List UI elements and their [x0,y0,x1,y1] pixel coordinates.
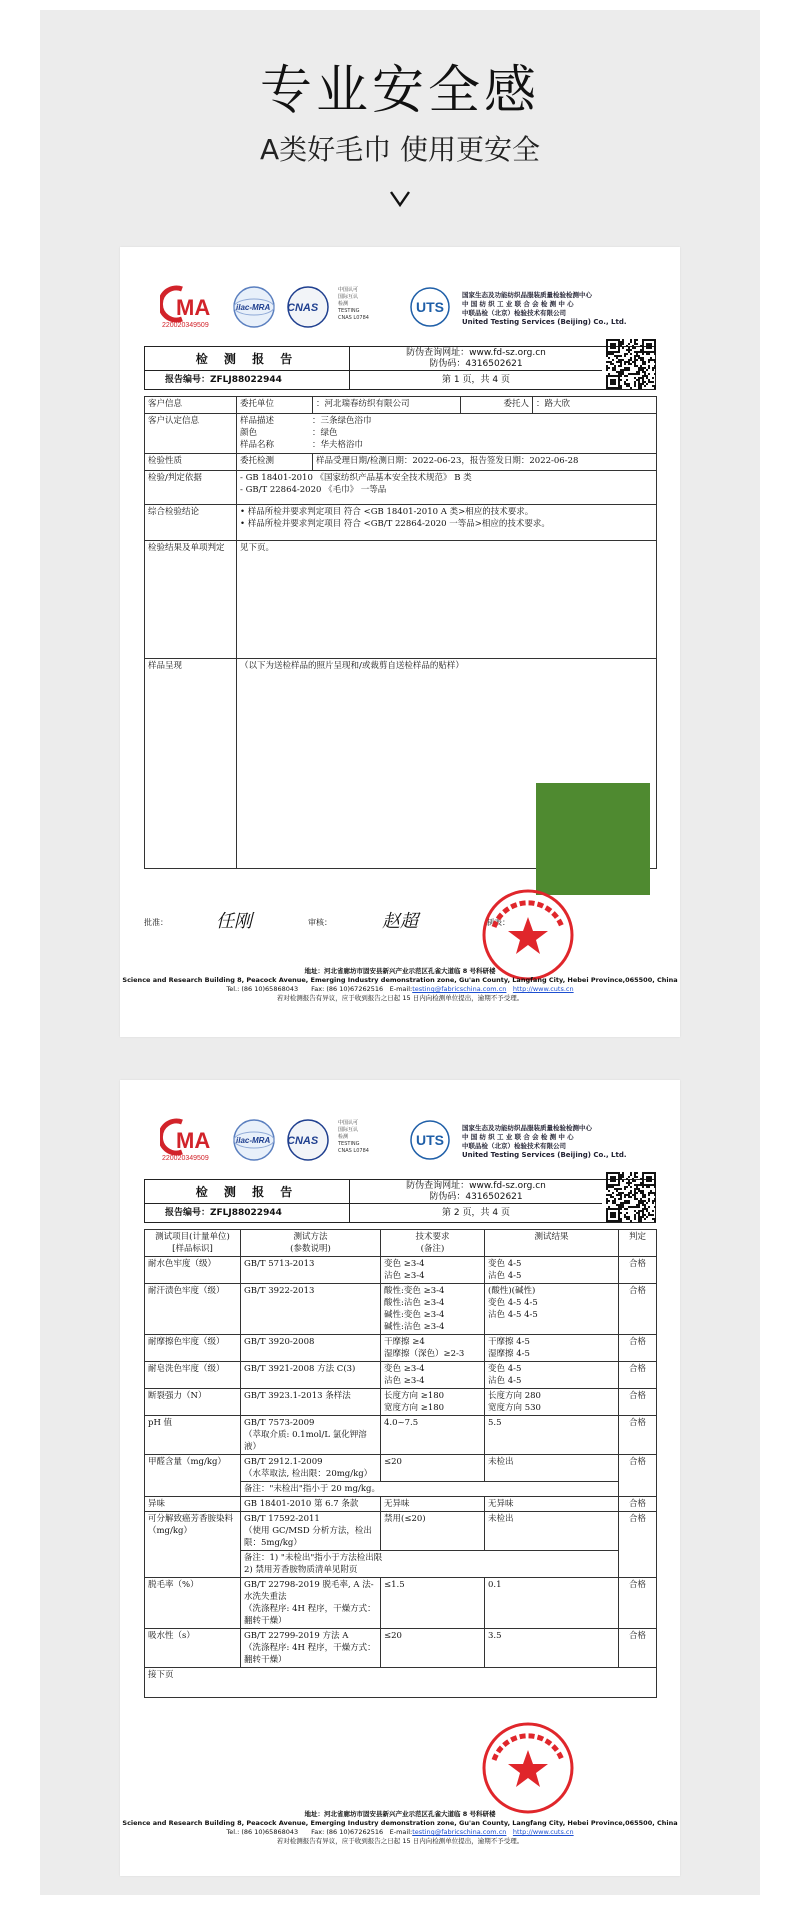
cell-item: 脱毛率（%） [145,1578,241,1629]
cell-verdict: 合格 [619,1455,657,1497]
cnas-caption: 中国认可 国际互认 检测 TESTING CNAS L0784 [338,287,369,321]
table-row [145,1389,657,1416]
report-header [144,1179,656,1223]
review-label: 审核： [308,918,332,927]
qr-code-icon [606,1172,656,1222]
cell-result: 变色 4-5 沾色 4-5 [485,1257,619,1284]
cell-method: GB/T 2912.1-2009 （水萃取法, 检出限：20mg/kg） [241,1455,381,1482]
table-row [145,1284,657,1335]
cell-result: 干摩擦 4-5 湿摩擦 4-5 [485,1335,619,1362]
cell-item: 耐水色牢度（级） [145,1257,241,1284]
svg-text:MA: MA [176,1128,211,1153]
table-row [145,1335,657,1362]
cell-method: GB/T 22799-2019 方法 A （洗涤程序: 4H 程序，干燥方式：翻转干燥） [241,1629,381,1668]
chevron-down-icon [388,186,412,210]
svg-text:CNAS: CNAS [287,1135,319,1147]
table-row [145,1629,657,1668]
table-row [145,1362,657,1389]
page-indicator: 第 2 页，共 4 页 [442,1208,510,1218]
report-title: 检 测 报 告 [145,1180,349,1204]
report-number: 报告编号：ZFLJ88022944 [165,1208,282,1218]
verify-site: 防伪查询网址：www.fd-sz.org.cn [406,348,546,358]
continued-label: 接下页 [145,1668,657,1698]
cell-item: 吸水性（s） [145,1629,241,1668]
report-number: 报告编号：ZFLJ88022944 [165,375,282,385]
review-signature: 赵超 [382,911,418,932]
cell-req: 变色 ≥3-4 沾色 ≥3-4 [381,1362,485,1389]
results-header-row [145,1230,657,1257]
cma-logo-icon [160,285,222,329]
cell-verdict: 合格 [619,1578,657,1629]
cell-method: GB/T 7573-2009 （萃取介质: 0.1mol/L 氯化钾溶液） [241,1416,381,1455]
verify-code: 防伪码：4316502621 [429,359,523,369]
cell-note: 备注："未检出"指小于 20 mg/kg。 [241,1482,619,1497]
cell-item: 耐汗渍色牢度（级） [145,1284,241,1335]
svg-text:220020349509: 220020349509 [162,1155,209,1162]
report-page-2 [120,1080,680,1876]
svg-text:MA: MA [176,295,211,320]
cell-req: ≤20 [381,1629,485,1668]
cell-req: 变色 ≥3-4 沾色 ≥3-4 [381,1257,485,1284]
report-footer: 地址：河北省廊坊市固安县新兴产业示范区孔雀大道临 8 号科研楼 Science and Research Building 8, Peacock Avenue, Emerging Industry demonstration zone, Gu'an County, Langfang City, Hebei Province,065500, China Tel.: (86 10)65868043 Fax: (86 10)67262516 E-mail:testing@fabricschina.com.cn http://www.cuts.cn 若对检测报告有异议，应于收到报告之日起 15 日内向检测单位提出，逾期不予受理。 [122,1810,678,1845]
column-header: 测试方法 (参数说明) [241,1230,381,1257]
continued-row [145,1668,657,1698]
approve-signature: 任刚 [216,911,252,932]
cell-note: 备注：1) "未检出"指小于方法检出限 2) 禁用芳香胺物质清单见附页 [241,1551,619,1578]
cell-method: GB/T 3923.1-2013 条样法 [241,1389,381,1416]
cell-req: 长度方向 ≥180 宽度方向 ≥180 [381,1389,485,1416]
edit-label: 制表： [486,918,510,927]
uts-logo-icon [408,1118,452,1162]
table-row [145,1578,657,1629]
cell-result: (酸性)(碱性) 变色 4-5 4-5 沾色 4-5 4-5 [485,1284,619,1335]
cell-result: 0.1 [485,1578,619,1629]
cell-method: GB/T 5713-2013 [241,1257,381,1284]
fabric-sample-swatch [536,783,650,895]
hero-title: 专业安全感 [259,61,540,121]
cell-item: 断裂强力（N） [145,1389,241,1416]
report-header [144,346,656,390]
uts-caption: 国家生态及功能纺织品服装质量检验检测中心 中 国 纺 织 工 业 联 合 会 检 测 中 心 中联品检（北京）检验技术有限公司 United Testing Services (Beijing) Co., Ltd. [462,1124,627,1159]
cell-method: GB/T 3921-2008 方法 C(3) [241,1362,381,1389]
cell-item: 甲醛含量（mg/kg） [145,1455,241,1497]
svg-text:ilac-MRA: ilac-MRA [236,1136,271,1145]
cell-method: GB/T 17592-2011 （使用 GC/MSD 分析方法，检出限：5mg/kg） [241,1512,381,1551]
cell-result: 变色 4-5 沾色 4-5 [485,1362,619,1389]
logo-strip [160,1118,640,1162]
cnas-logo-icon [284,1118,332,1162]
ilac-mra-logo-icon [232,1118,276,1162]
cell-verdict: 合格 [619,1335,657,1362]
cell-verdict: 合格 [619,1389,657,1416]
cell-method: GB/T 3920-2008 [241,1335,381,1362]
cell-req: 干摩擦 ≥4 湿摩擦（深色）≥2-3 [381,1335,485,1362]
report-title: 检 测 报 告 [145,347,349,371]
cell-verdict: 合格 [619,1257,657,1284]
report-info-table: 客户信息 委托单位 ：河北瑞春纺织有限公司 委托人 ：路大欣 客户认定信息 样品描述 ：三条绿色浴巾 颜色 ：绿色 样品名称 ：华夫格浴巾 检验性质 委托检测 样品受理日期/检测日期：2022-06-23，报告签发日期：2022-06-28 检验/判定依据 - GB 18401-2010 《国家纺织产品基本安全技术规范》 B 类 - GB/T 22864-2020 《毛巾》 一等品 综合检验结论 • 样品所检并要求判定项目 符合 <GB 18401-2010 A 类>相应的技术要求。 • 样品所检并要求判定项目 符合 <GB/T 22864-2020 一等品>相应的技术要求。 检验结果及单项判定 见下页。 样品呈现 （以下为送检样品的照片呈现和/或裁剪自送检样品的贴样） [144,396,657,869]
cell-result: 未检出 [485,1512,619,1551]
svg-text:CNAS: CNAS [287,302,319,314]
cell-req: 4.0~7.5 [381,1416,485,1455]
uts-logo-icon [408,285,452,329]
svg-text:UTS: UTS [416,1132,444,1148]
logo-strip [160,285,640,329]
cell-result: 无异味 [485,1497,619,1512]
cell-item: pH 值 [145,1416,241,1455]
cell-req: ≤20 [381,1455,485,1482]
cell-verdict: 合格 [619,1362,657,1389]
verify-site: 防伪查询网址：www.fd-sz.org.cn [406,1181,546,1191]
table-row [145,1497,657,1512]
column-header: 判定 [619,1230,657,1257]
cell-req: 禁用(≤20) [381,1512,485,1551]
cell-item: 异味 [145,1497,241,1512]
cell-verdict: 合格 [619,1284,657,1335]
cell-result: 5.5 [485,1416,619,1455]
cell-verdict: 合格 [619,1416,657,1455]
svg-text:UTS: UTS [416,299,444,315]
table-row [145,1512,657,1551]
report-page-1 [120,247,680,1037]
cell-result: 3.5 [485,1629,619,1668]
cell-method: GB/T 3922-2013 [241,1284,381,1335]
cell-method: GB/T 22798-2019 脱毛率, A 法-水洗失重法 （洗涤程序: 4H 程序，干燥方式：翻转干燥） [241,1578,381,1629]
results-table [144,1229,657,1698]
cell-req: 无异味 [381,1497,485,1512]
uts-caption: 国家生态及功能纺织品服装质量检验检测中心 中 国 纺 织 工 业 联 合 会 检 测 中 心 中联品检（北京）检验技术有限公司 United Testing Services (Beijing) Co., Ltd. [462,291,627,326]
column-header: 测试结果 [485,1230,619,1257]
ilac-mra-logo-icon [232,285,276,329]
svg-text:ilac-MRA: ilac-MRA [236,303,271,312]
table-row [145,1455,657,1482]
cell-req: 酸性:变色 ≥3-4 酸性:沾色 ≥3-4 碱性:变色 ≥3-4 碱性:沾色 ≥3-4 [381,1284,485,1335]
cell-verdict: 合格 [619,1512,657,1578]
cell-result: 未检出 [485,1455,619,1482]
cell-result: 长度方向 280 宽度方向 530 [485,1389,619,1416]
client-label: 客户信息 [145,397,237,414]
approve-label: 批准： [144,918,168,927]
cell-item: 耐摩擦色牢度（级） [145,1335,241,1362]
official-seal-icon [480,1720,576,1816]
hero-subtitle: A类好毛巾 使用更安全 [259,133,541,166]
cell-item: 可分解致癌芳香胺染料（mg/kg） [145,1512,241,1578]
cell-item: 耐皂洗色牢度（级） [145,1362,241,1389]
cell-req: ≤1.5 [381,1578,485,1629]
page-indicator: 第 1 页，共 4 页 [442,375,510,385]
table-row [145,1416,657,1455]
cma-logo-icon [160,1118,222,1162]
cell-method: GB 18401-2010 第 6.7 条款 [241,1497,381,1512]
column-header: 测试项目(计量单位) [样品标识] [145,1230,241,1257]
cell-verdict: 合格 [619,1497,657,1512]
report-footer: 地址：河北省廊坊市固安县新兴产业示范区孔雀大道临 8 号科研楼 Science and Research Building 8, Peacock Avenue, Emerging Industry demonstration zone, Gu'an County, Langfang City, Hebei Province,065500, China Tel.: (86 10)65868043 Fax: (86 10)67262516 E-mail:testing@fabricschina.com.cn http://www.cuts.cn 若对检测报告有异议，应于收到报告之日起 15 日内向检测单位提出，逾期不予受理。 [122,967,678,1002]
qr-code-icon [606,339,656,389]
verify-code: 防伪码：4316502621 [429,1192,523,1202]
svg-text:220020349509: 220020349509 [162,322,209,329]
table-row [145,1257,657,1284]
cell-verdict: 合格 [619,1629,657,1668]
column-header: 技术要求 (备注) [381,1230,485,1257]
cnas-logo-icon [284,285,332,329]
cnas-caption: 中国认可 国际互认 检测 TESTING CNAS L0784 [338,1120,369,1154]
